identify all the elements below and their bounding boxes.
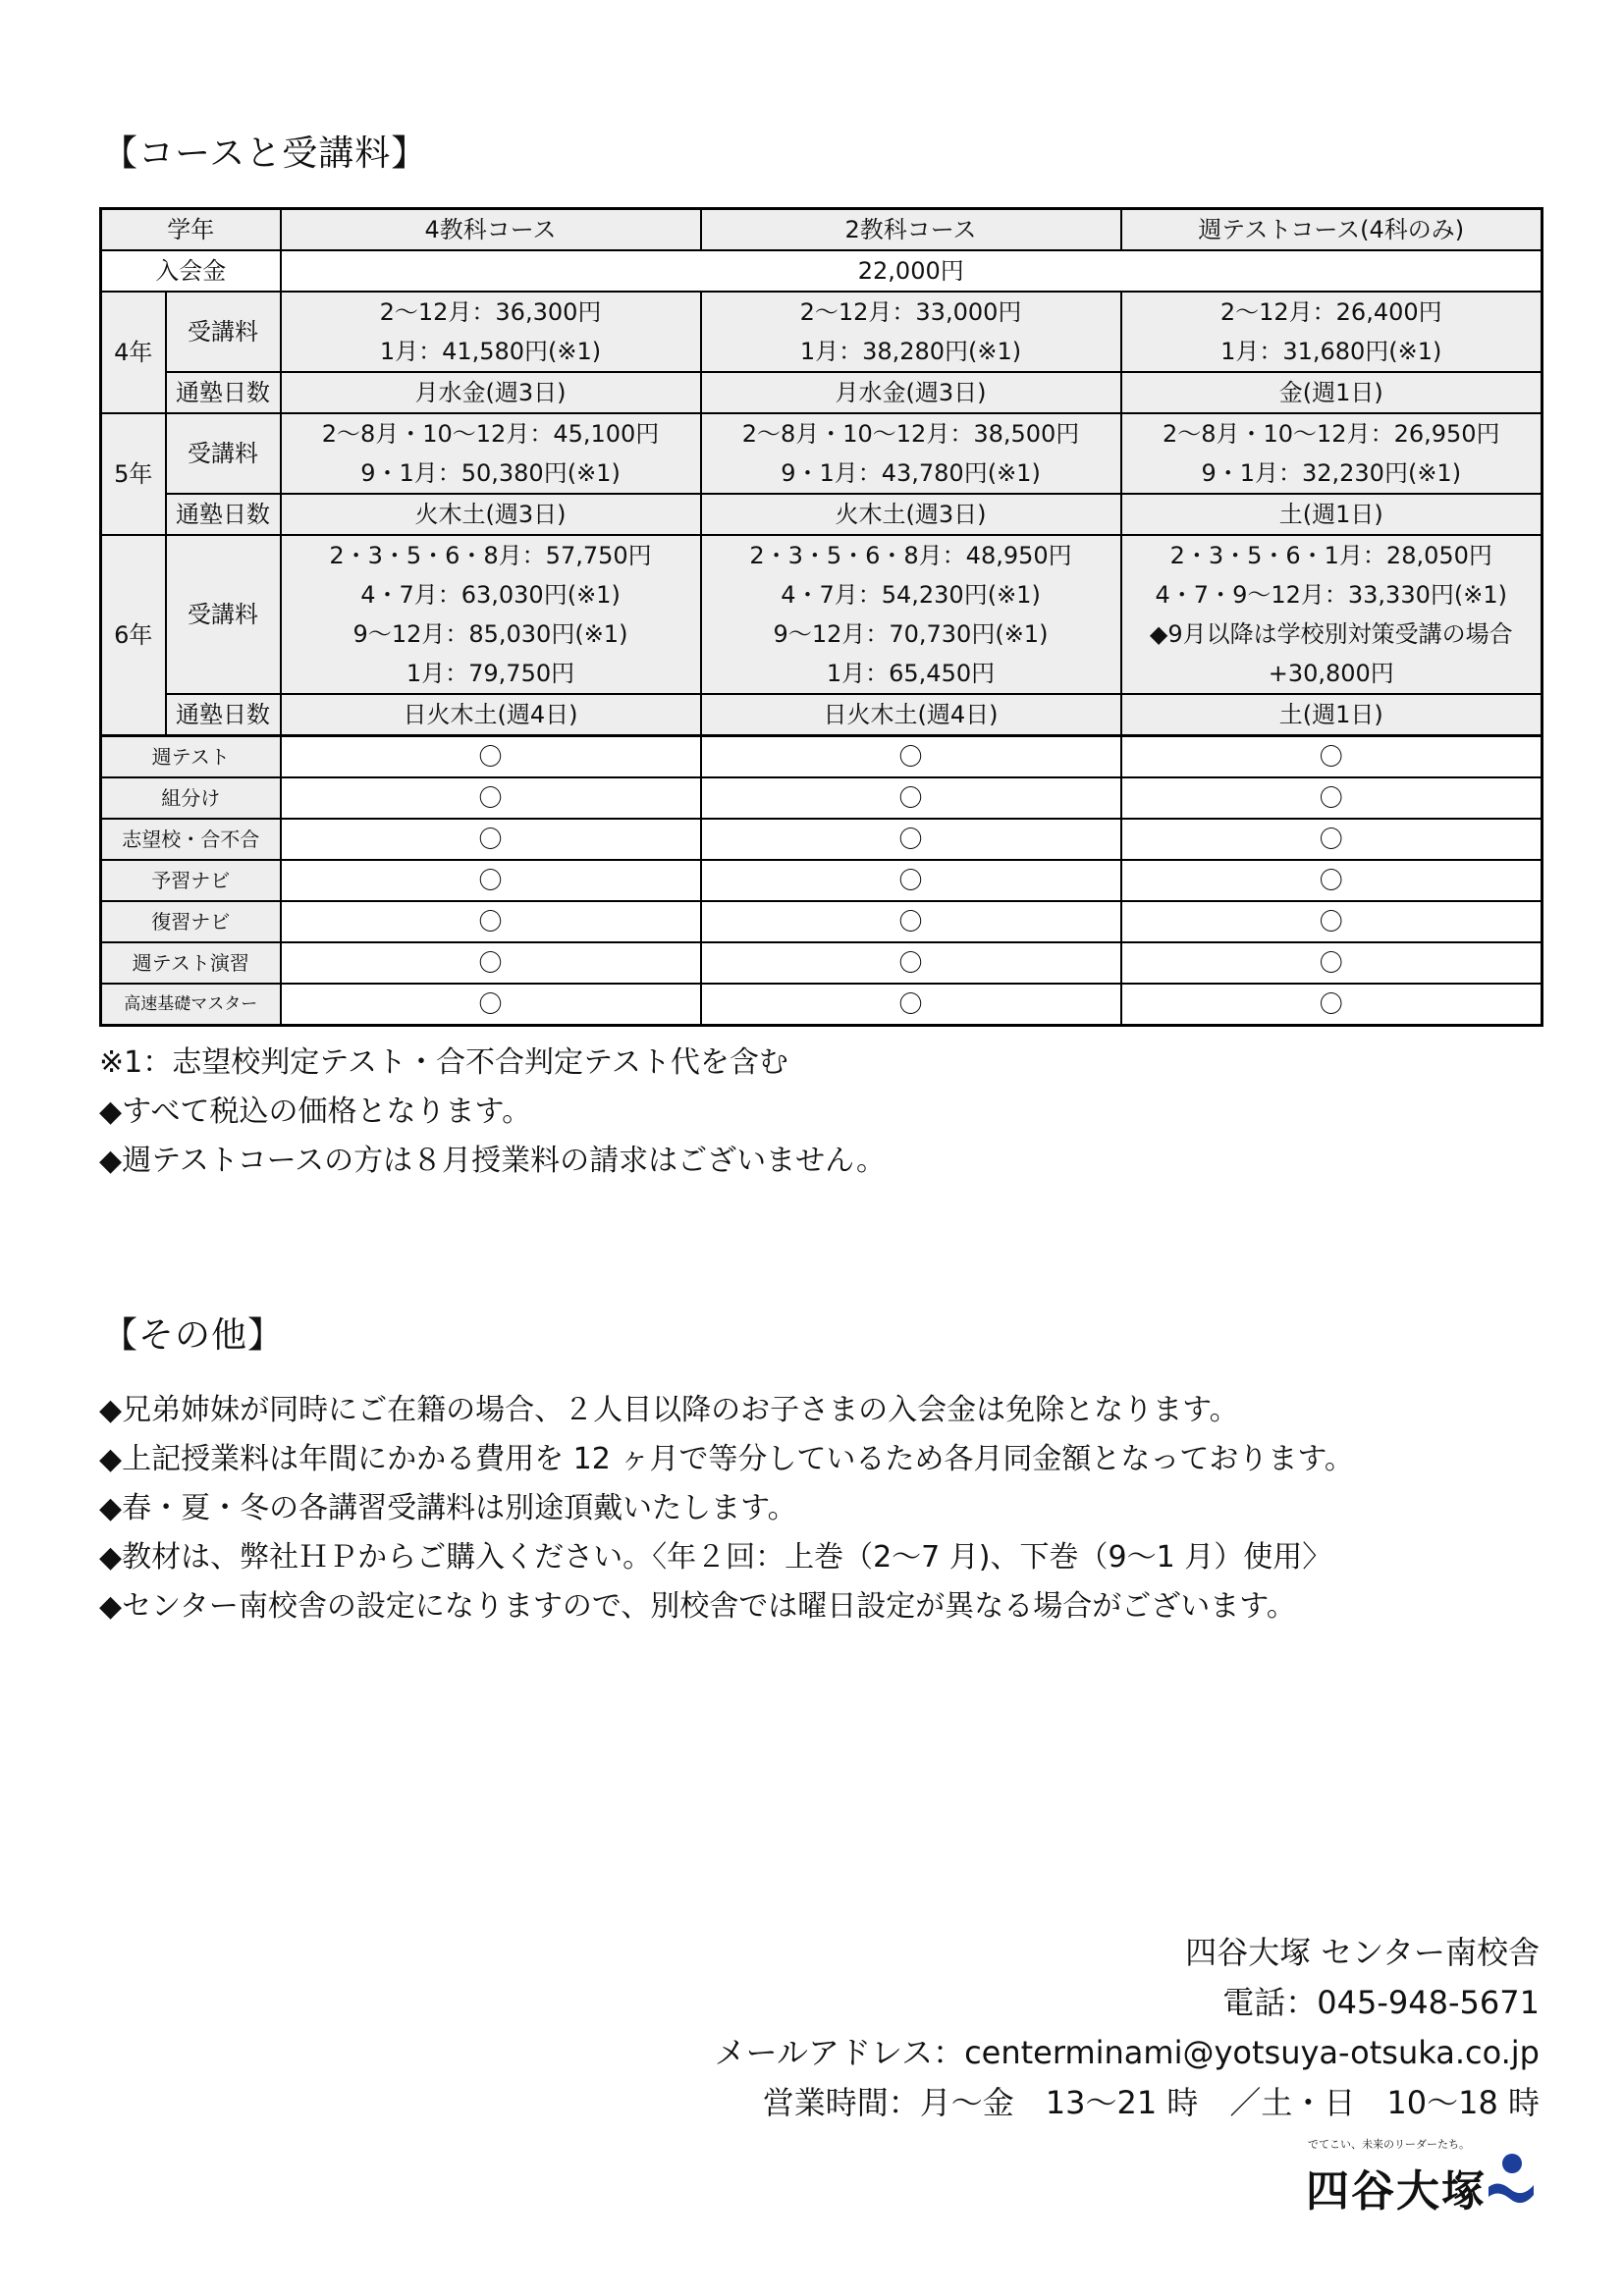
feature-mark: 〇 bbox=[1121, 942, 1543, 984]
feature-mark: 〇 bbox=[701, 984, 1121, 1026]
feature-mark: 〇 bbox=[701, 736, 1121, 778]
feature-label: 復習ナビ bbox=[101, 901, 281, 942]
grade4-days-weekly-test: 金(週1日) bbox=[1121, 372, 1543, 413]
feature-label: 高速基礎マスター bbox=[101, 984, 281, 1026]
grade5-days-row bbox=[101, 494, 1543, 535]
grade6-days-label: 通塾日数 bbox=[166, 694, 281, 736]
feature-mark: 〇 bbox=[281, 860, 701, 901]
yotsuya-otsuka-logo bbox=[1306, 2136, 1542, 2224]
course-fee-table bbox=[99, 207, 1543, 1027]
grade6-days-weekly-test: 土(週1日) bbox=[1121, 694, 1543, 736]
logo-tagline: でてこい、未来のリーダーたち。 bbox=[1308, 2138, 1470, 2151]
feature-mark: 〇 bbox=[281, 819, 701, 860]
feature-row bbox=[101, 984, 1543, 1026]
other-notes bbox=[99, 1386, 1354, 1631]
feature-label: 週テスト bbox=[101, 736, 281, 778]
feature-row bbox=[101, 736, 1543, 778]
logo-mark-icon bbox=[1485, 2150, 1538, 2209]
feature-mark: 〇 bbox=[1121, 819, 1543, 860]
feature-mark: 〇 bbox=[281, 901, 701, 942]
note-line: ※1：志望校判定テスト・合不合判定テスト代を含む bbox=[99, 1045, 788, 1080]
feature-row bbox=[101, 942, 1543, 984]
admission-value: 22,000円 bbox=[281, 250, 1543, 292]
grade6-fee-2-subject: 2・3・5・6・8月：48,950円 4・7月：54,230円(※1) 9〜12月：70,730円(※1) 1月：65,450円 bbox=[701, 535, 1121, 694]
feature-row bbox=[101, 901, 1543, 942]
admission-label: 入会金 bbox=[101, 250, 281, 292]
grade6-days-row bbox=[101, 694, 1543, 736]
header-weekly-test-course: 週テストコース(4科のみ) bbox=[1121, 209, 1543, 251]
grade6-fee-label: 受講料 bbox=[166, 535, 281, 694]
feature-mark: 〇 bbox=[1121, 860, 1543, 901]
business-hours: 営業時間：月〜金 13〜21 時 ／土・日 10〜18 時 bbox=[762, 2084, 1540, 2121]
feature-mark: 〇 bbox=[1121, 777, 1543, 819]
grade6-fee-row bbox=[101, 535, 1543, 694]
feature-row bbox=[101, 819, 1543, 860]
grade5-fee-4-subject: 2〜8月・10〜12月：45,100円 9・1月：50,380円(※1) bbox=[281, 413, 701, 494]
feature-mark: 〇 bbox=[1121, 901, 1543, 942]
grade5-label: 5年 bbox=[101, 413, 166, 535]
grade4-fee-weekly-test: 2〜12月：26,400円 1月：31,680円(※1) bbox=[1121, 292, 1543, 372]
feature-mark: 〇 bbox=[701, 942, 1121, 984]
grade6-fee-weekly-test: 2・3・5・6・1月：28,050円 4・7・9〜12月：33,330円(※1) ◆9月以降は学校別対策受講の場合 +30,800円 bbox=[1121, 535, 1543, 694]
email-address: メールアドレス：centerminami@yotsuya-otsuka.co.jp bbox=[714, 2034, 1540, 2071]
grade5-fee-2-subject: 2〜8月・10〜12月：38,500円 9・1月：43,780円(※1) bbox=[701, 413, 1121, 494]
header-4-subject-course: 4教科コース bbox=[281, 209, 701, 251]
other-line: ◆センター南校舎の設定になりますので、別校舎では曜日設定が異なる場合がございます。 bbox=[99, 1589, 1296, 1624]
grade5-days-4-subject: 火木土(週3日) bbox=[281, 494, 701, 535]
feature-mark: 〇 bbox=[1121, 984, 1543, 1026]
phone-number: 電話：045-948-5671 bbox=[1222, 1984, 1540, 2021]
grade4-days-4-subject: 月水金(週3日) bbox=[281, 372, 701, 413]
other-line: ◆春・夏・冬の各講習受講料は別途頂戴いたします。 bbox=[99, 1491, 797, 1525]
feature-mark: 〇 bbox=[281, 984, 701, 1026]
courses-section-title: 【コースと受講料】 bbox=[102, 133, 428, 174]
feature-mark: 〇 bbox=[701, 819, 1121, 860]
grade6-days-4-subject: 日火木土(週4日) bbox=[281, 694, 701, 736]
grade6-label: 6年 bbox=[101, 535, 166, 736]
other-line: ◆兄弟姉妹が同時にご在籍の場合、２人目以降のお子さまの入会金は免除となります。 bbox=[99, 1393, 1239, 1427]
other-line: ◆上記授業料は年間にかかる費用を 12 ヶ月で等分しているため各月同金額となっております。 bbox=[99, 1442, 1354, 1476]
other-line: ◆教材は、弊社ＨＰからご購入ください。〈年２回：上巻（2〜7 月)、下巻（9〜1 月）使用〉 bbox=[99, 1540, 1332, 1575]
grade5-days-label: 通塾日数 bbox=[166, 494, 281, 535]
grade5-fee-label: 受講料 bbox=[166, 413, 281, 494]
feature-label: 組分け bbox=[101, 777, 281, 819]
other-section-title: 【その他】 bbox=[102, 1315, 285, 1356]
grade4-fee-4-subject: 2〜12月：36,300円 1月：41,580円(※1) bbox=[281, 292, 701, 372]
grade4-label: 4年 bbox=[101, 292, 166, 413]
note-line: ◆週テストコースの方は８月授業料の請求はございません。 bbox=[99, 1144, 886, 1178]
table-header-row bbox=[101, 209, 1543, 251]
admission-row bbox=[101, 250, 1543, 292]
feature-mark: 〇 bbox=[281, 942, 701, 984]
table-notes bbox=[99, 1039, 886, 1186]
grade5-fee-row bbox=[101, 413, 1543, 494]
feature-row bbox=[101, 777, 1543, 819]
school-name: 四谷大塚 センター南校舎 bbox=[1185, 1934, 1540, 1971]
grade5-days-2-subject: 火木土(週3日) bbox=[701, 494, 1121, 535]
feature-label: 週テスト演習 bbox=[101, 942, 281, 984]
feature-mark: 〇 bbox=[701, 860, 1121, 901]
feature-row bbox=[101, 860, 1543, 901]
header-grade: 学年 bbox=[101, 209, 281, 251]
note-line: ◆すべて税込の価格となります。 bbox=[99, 1095, 532, 1129]
feature-mark: 〇 bbox=[1121, 736, 1543, 778]
feature-mark: 〇 bbox=[701, 901, 1121, 942]
grade4-fee-row bbox=[101, 292, 1543, 372]
header-2-subject-course: 2教科コース bbox=[701, 209, 1121, 251]
grade6-days-2-subject: 日火木土(週4日) bbox=[701, 694, 1121, 736]
contact-block bbox=[715, 1928, 1540, 2128]
grade5-days-weekly-test: 土(週1日) bbox=[1121, 494, 1543, 535]
grade4-days-row bbox=[101, 372, 1543, 413]
grade5-fee-weekly-test: 2〜8月・10〜12月：26,950円 9・1月：32,230円(※1) bbox=[1121, 413, 1543, 494]
feature-label: 志望校・合不合 bbox=[101, 819, 281, 860]
grade6-fee-4-subject: 2・3・5・6・8月：57,750円 4・7月：63,030円(※1) 9〜12月：85,030円(※1) 1月：79,750円 bbox=[281, 535, 701, 694]
feature-mark: 〇 bbox=[281, 736, 701, 778]
feature-mark: 〇 bbox=[701, 777, 1121, 819]
logo-name: 四谷大塚 bbox=[1306, 2166, 1487, 2216]
grade4-days-2-subject: 月水金(週3日) bbox=[701, 372, 1121, 413]
feature-label: 予習ナビ bbox=[101, 860, 281, 901]
grade4-fee-2-subject: 2〜12月：33,000円 1月：38,280円(※1) bbox=[701, 292, 1121, 372]
grade4-days-label: 通塾日数 bbox=[166, 372, 281, 413]
grade4-fee-label: 受講料 bbox=[166, 292, 281, 372]
feature-mark: 〇 bbox=[281, 777, 701, 819]
